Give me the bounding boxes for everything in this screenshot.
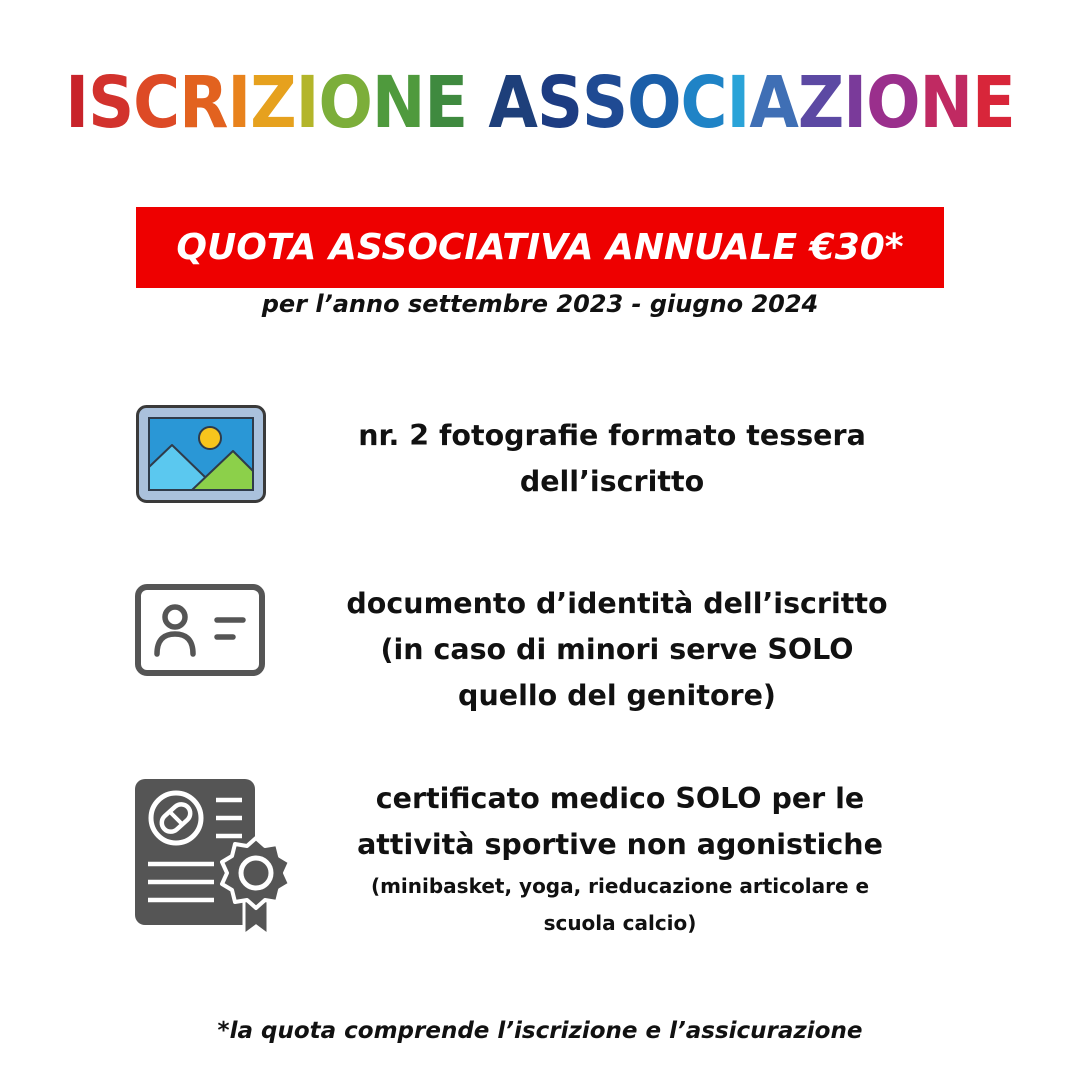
item-medical-certificate-note: (minibasket, yoga, rieducazione articolare e [370,874,870,898]
title-letter: Z [250,62,296,145]
title-letter: O [318,62,372,145]
title-letter: E [424,62,468,145]
title-letter: C [133,62,180,145]
item-photos-line: dell’iscritto [519,465,705,498]
title-letter: S [582,62,628,145]
title-letter: N [371,62,425,145]
title-letter: Z [797,62,844,145]
id-card-icon [135,584,265,676]
title-letter: O [866,62,920,145]
title-letter: C [680,62,727,145]
item-medical-certificate-line: attività sportive non agonistiche [357,828,883,861]
item-id-document [290,581,944,719]
fee-banner-text: QUOTA ASSOCIATIVA ANNUALE €30* [176,227,904,268]
item-id-document-line: quello del genitore) [458,679,776,712]
fee-banner [136,207,944,288]
item-id-document-line: documento d’identità dell’iscritto [346,587,888,620]
title-letter: I [295,62,319,145]
title-letter: S [88,62,134,145]
page-title [0,62,1080,145]
medical-certificate-icon [134,778,294,938]
title-letter: I [227,62,251,145]
footer-note: *la quota comprende l’iscrizione e l’assicurazione [217,1018,863,1044]
item-photos-line: nr. 2 fotografie formato tessera [358,419,866,452]
title-letter: I [65,62,89,145]
title-letter: O [627,62,681,145]
item-medical-certificate-line: certificato medico SOLO per le [375,782,865,815]
item-medical-certificate [290,776,950,942]
item-id-document-line: (in caso di minori serve SOLO [380,633,854,666]
title-letter: N [919,62,973,145]
title-letter: A [749,62,798,145]
title-letter: A [488,62,537,145]
item-photos [290,413,934,505]
title-letter: R [179,62,228,145]
title-letter: I [843,62,867,145]
photo-icon [136,405,266,503]
title-letter: I [726,62,750,145]
title-letter: S [536,62,583,145]
period-subtitle: per l’anno settembre 2023 - giugno 2024 [261,290,819,318]
item-medical-certificate-note: scuola calcio) [543,911,697,935]
title-letter [467,62,488,145]
title-letter: E [972,62,1015,145]
